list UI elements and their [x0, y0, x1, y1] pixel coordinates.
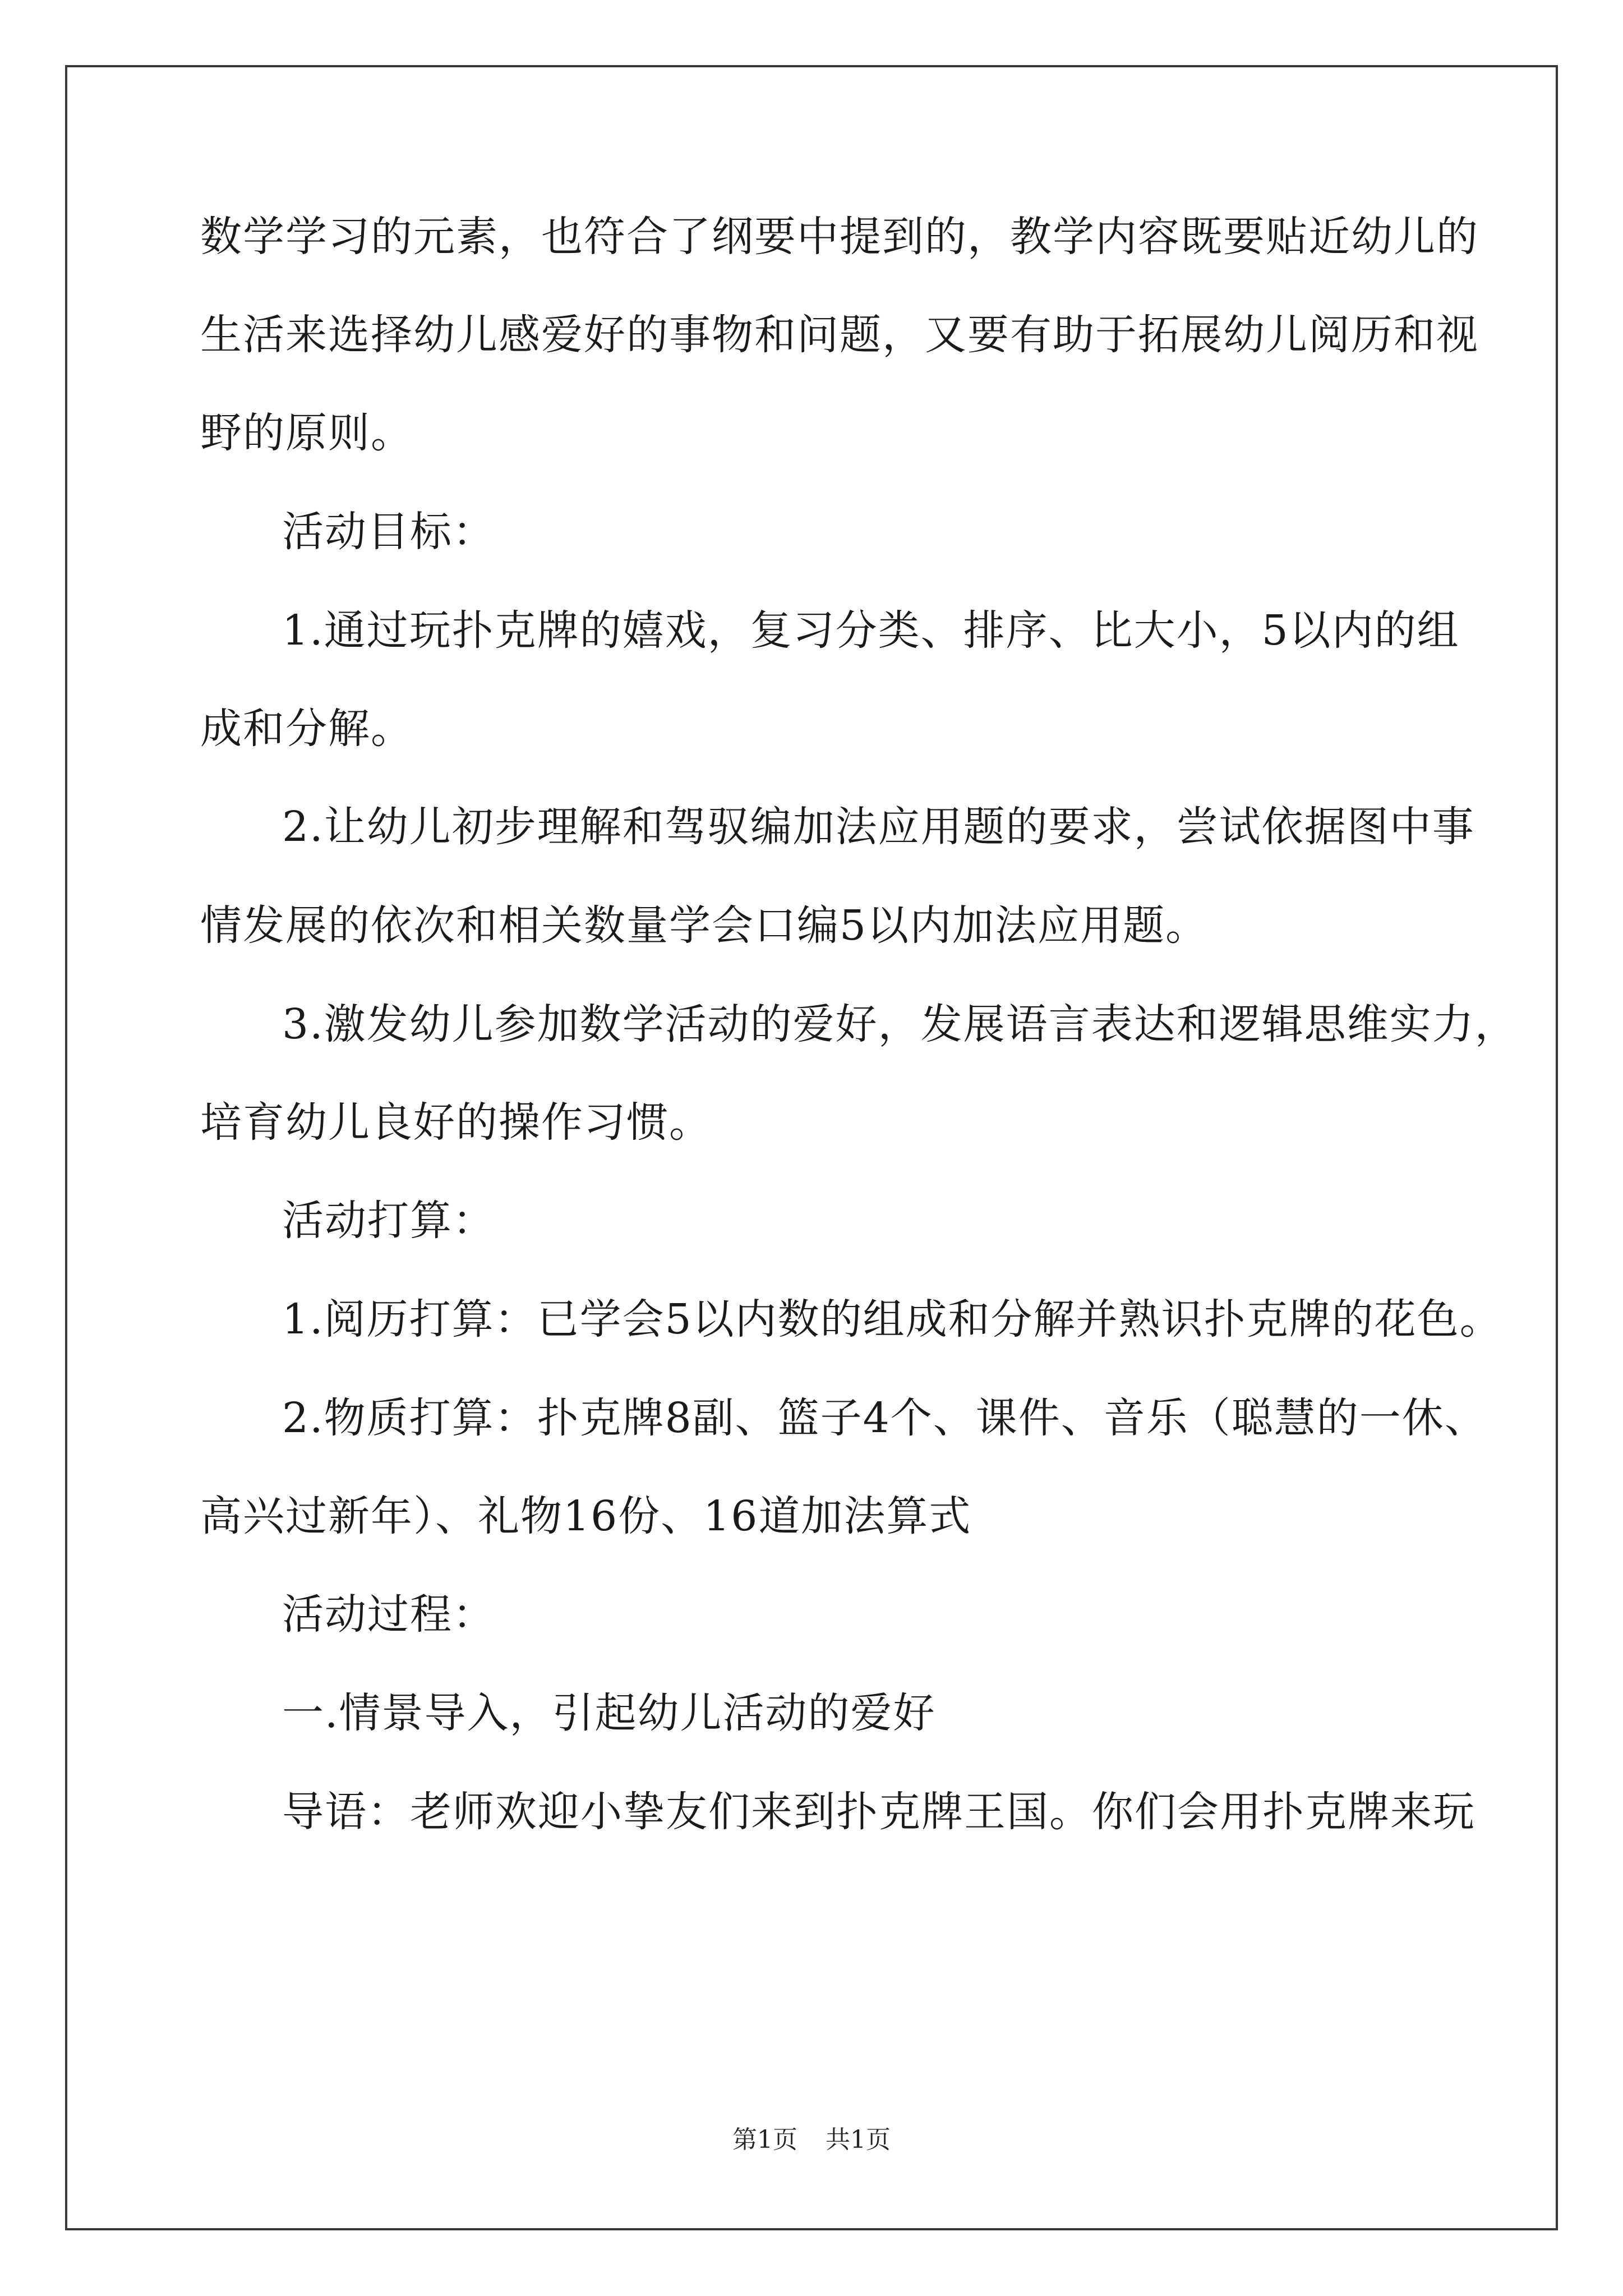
text-line: 生活来选择幼儿感爱好的事物和问题，又要有助于拓展幼儿阅历和视: [200, 311, 1479, 359]
text-line: 培育幼儿良好的操作习惯。: [200, 1098, 712, 1147]
text-line: 3.激发幼儿参加数学活动的爱好，发展语言表达和逻辑思维实力，: [282, 1000, 1518, 1048]
text-line: 情发展的依次和相关数量学会口编5以内加法应用题。: [200, 901, 1209, 950]
page-footer: [0, 2123, 1623, 2157]
text-line: 2.让幼儿初步理解和驾驭编加法应用题的要求，尝试依据图中事: [282, 803, 1475, 851]
text-line: 一.情景导入，引起幼儿活动的爱好: [282, 1689, 936, 1737]
text-line: 成和分解。: [200, 705, 413, 753]
page-number-total: 共1页: [826, 2125, 891, 2154]
text-line: 导语：老师欢迎小挚友们来到扑克牌王国。你们会用扑克牌来玩: [282, 1788, 1476, 1836]
section-heading: 活动打算：: [282, 1197, 495, 1245]
text-line: 1.通过玩扑克牌的嬉戏，复习分类、排序、比大小，5以内的组: [282, 606, 1460, 655]
text-line: 1.阅历打算：已学会5以内数的组成和分解并熟识扑克牌的花色。: [282, 1295, 1502, 1343]
section-heading: 活动目标：: [282, 508, 495, 556]
text-line: 高兴过新年）、礼物16份、16道加法算式: [200, 1492, 972, 1540]
text-line: 2.物质打算：扑克牌8副、篮子4个、课件、音乐（聪慧的一休、: [282, 1394, 1487, 1442]
page-number-current: 第1页: [732, 2125, 797, 2154]
section-heading: 活动过程：: [282, 1590, 495, 1639]
text-line: 野的原则。: [200, 409, 413, 457]
text-line: 数学学习的元素，也符合了纲要中提到的，教学内容既要贴近幼儿的: [200, 213, 1479, 261]
